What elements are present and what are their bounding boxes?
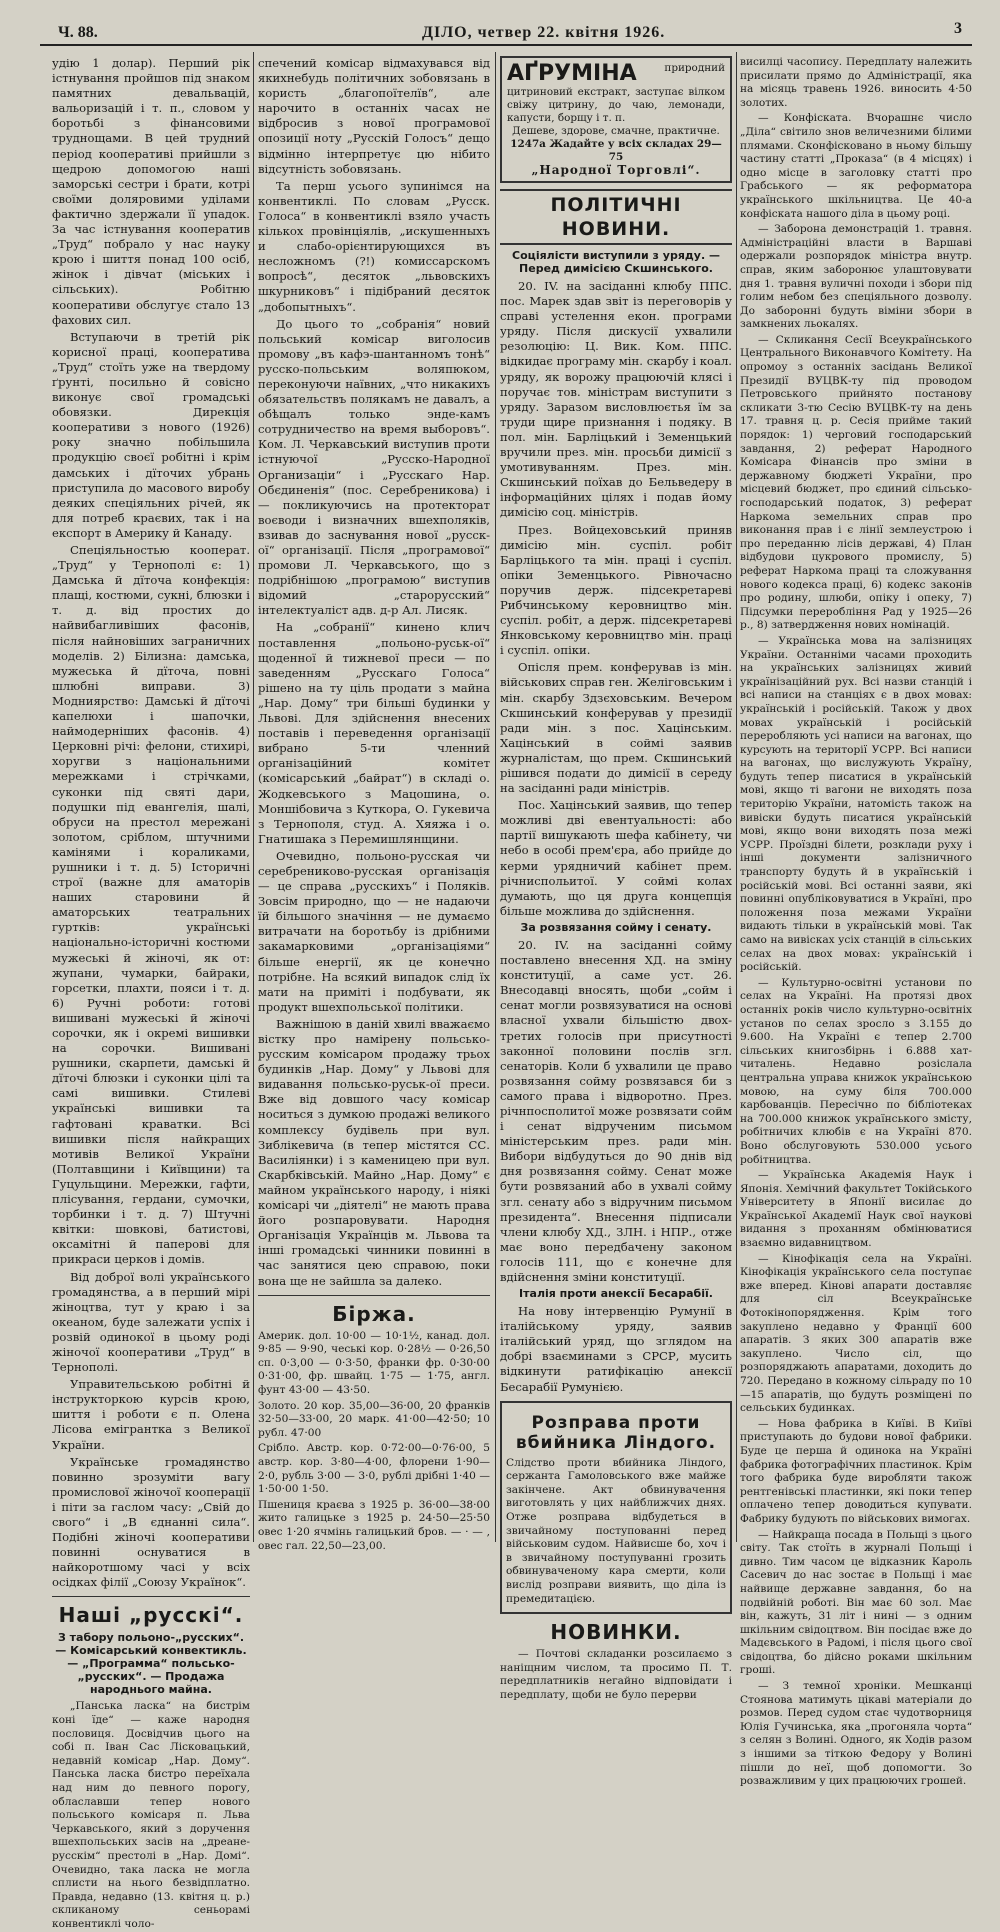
agrumina-ad	[500, 56, 732, 183]
article-paragraph: Спеціяльностью кооперат. „Труд“ у Тернополі є: 1) Дамська й дїточа конфекція: плащі, костюми, сукні, блюзки і т. д. від простих до найвибагливіших фасонів, після найновіших заграничних моделів. 2) Білизна: дамська, мужеська й дїточа, повні шлюбні виправи. 3) Модниярство: Дамські й дїточі капелюхи і шапочки, наймодерніших фасонів. 4) Церковні річі: фелони, стихирі, хоругви з національними мережками і стрічками, суконки під святі дари, подушки під евангелія, шалі, обруси на престол мережані золотом, сріблом, штучними камінями і кораликами, рушники і т. д. 5) Історичні строї (важне для аматорів наших старовини й аматорських театральних гуртків: українські національно-історичні костюми мужеські й жіночі, як от: жупани, чумарки, байраки, горсетки, плахти, пояси і т. д. 6) Ручні роботи: готові вишивані мужеські й жіночі сорочки, як і окремі вишивки на сорочки. Вишивані рушники, скарпети, дамські й дїточі блюзки і суконки цілі та самі вишивки. Стилеві українські вишивки та гафтовані краватки. Всі вишивки після найкращих мотивів Великої України (Полтавщини і Київщини) та Гуцульщини. Мережки, гафти, плісування, гердани, сумочки, торбинки і т. д. 7) Штучні квітки: шовкові, батистові, оксамітні й паперові для прикраси церков і домів.	[52, 543, 250, 1267]
news-item: — З темної хроніки. Мешканці Стоянова матимуть цікаві матеріали до розмов. Перед судом стає чудотворниця Юлія Гучинська, яка „прогоняла чорта“ з селян з Волині. Одного, як Ходів разом з іншими за тіткою Федору у Волині пішли до неї, щоб допомогти. Зо розважливим у цих працюючих грошей.	[740, 1680, 972, 1788]
article-paragraph: Та перш усього зупинімся на конвентиклі. По словам „Русск. Голоса“ в конвентиклі взяло участь кількох провінціялів, „искушенныхъ и слабо-орієнтирующихся въ несложномъ (?!) комиссарскомъ вопросѣ“, десяток „львовскихъ шкурниковъ“ і підібраний десяток „добопытныхъ“.	[258, 178, 490, 314]
divider	[258, 1295, 490, 1296]
birzha-currency: Америк. дол. 10·00 — 10·1½, канад. дол. 9·85 — 9·90, чеські кор. 0·28½ — 0·26,50 сп. 0·3,00 — 0·3·50, франки фр. 0·30·00 0·31·00, фр. швайц. 1·75 — 1·75, англ. фунт 43·00 — 43·50.	[258, 1329, 490, 1396]
article-paragraph: Очевидно, польоно-русская чи серебрениково-русская організація — це справа „русскихъ“ і Поляків. Зовсім природно, що — не надаючи їй більшого значіння — не думаємо витрачати на боротьбу із дрібними закамарковими „організаціями“ більше енергії, як це конечно потрібне. На всякий випадок слід їх мати на приміті і подбувати, як продукт вшехпольської політики.	[258, 848, 490, 1014]
news-item: — Українська мова на залізницях України. Останніми часами проходить на українських залізницях живий українізаційний рух. Всі назви станцій і всі написи на станціях є в двох мовах: українській і російській. Також у двох мовах українській і російській переробляють усі написи на вагонах, що курсують на території УСРР. Всі написи на вагонах, що вислужують Україну, будуть тепер писатися в українській мові, якщо ті вагони не виходять поза територію України, натомість також на вивіски будуть писатися українській мові, якщо вони виходять поза межі УСРР. Проїздні білети, розклади руху і інші документи залізничного транспорту будуть й в українській і російській мові. Всі останні заяви, які повинні опубліковуватися в Україні, про положення поза межами України видають тільки в українській мові. Так само на вивісках усіх станцій в сільських селах на двох мовах: українській і російській.	[740, 634, 972, 974]
article-paragraph: „Панська ласка“ на бистрім коні їде“ — каже народня пословиця. Досвідчив цього на собі п. Іван Сас Лісковацький, недавній комісар „Нар. Дому“. Панська ласка бистро переїхала над ним до певного порогу, облаславши тепер нового польського комісаря п. Льва Черкавського, який з доручення вшехпольських засів на „дреане-русскім“ престолі в „Нар. Домі“. Очевидно, така ласка не могла сплисти на нього безвідплатно. Правда, недавно (13. квітня ц. р.) скликаному сеньорамі конвентиклі чоло-	[52, 1700, 250, 1930]
article-paragraph: На нову інтервенцію Румунії в італійському уряду, заявив італійський уряд, що зглядом на добрі взаєминами з СРСР, мусить відкинути ратифікацію анексії Бесарабії Румунією.	[500, 1304, 732, 1394]
article-paragraph: През. Войцеховський приняв димісію мін. суспіл. робіт Барліцького та мін. праці і суспіл. опіки Земенцького. Рівночасно поручив держ. підсекретареві Рибчинському керовництво мін. суспіл. робіт, а держ. підсекретареві Янковському керовництво мін. праці і суспіл. опіки.	[500, 522, 732, 658]
article-paragraph: 20. IV. на засіданні сойму поставлено внесення ХД. на зміну конституції, а саме уст. 26. Внесодавці вносять, щоби „сойм і сенат могли розвязуватися на основі власної ухвали більшістю двох-третих голосів при присутності законної половини послів згл. сенаторів. Коли б ухвалили це право розвязання сойму розвязався би з самого права і відворотно. През. річнпосполитої може розвязати сойм і сенат відрученим письмом міністерським през. ради мін. Вибори відбудуться до 90 днів від дня розвязання сойму. Сенат може бути розвязаний або в ухвалі сойму згл. сенату або з відручним письмом президента“. Внесення підписали члени клюбу ХД., ЗЛН. і НПР., отже має воно передбачену законом голосів 111, що є конечне для вдійснення зміни конституції.	[500, 937, 732, 1284]
column-rule	[253, 52, 254, 1542]
column-4	[740, 56, 972, 1788]
article-paragraph: На „собранії“ кинено клич поставлення „польоно-руськ-ої“ щоденної й тижневої преси — по заведенням „Русскаго Голоса“ рішено на ту ціль продати з майна „Нар. Дому“ три більші будинки у Львові. Для здійснення внесених поставів і переведення організації вибрано 5-ти членний організаційний комітет (комісарський „байрат“) в складі о. Жодкевського з Мацошина, о. Моншібовича з Куткора, О. Гукевича з Тернополя, студ. А. Хяяжа і о. Гнатишака з Перемишлянщини.	[258, 620, 490, 846]
birzha-title: Біржа.	[332, 1301, 416, 1326]
article-paragraph: Управительською робітні й інструкторкою курсів крою, шиття і роботи є п. Олена Лісова емігрантка з Великої України.	[52, 1377, 250, 1452]
article-paragraph: Пос. Хацінський заявив, що тепер можливі дві евентуальності: або партії вишукають шефа кабінету, чи небо в особі прем'єра, або прийде до керми урядничий кабінет прем. річниспольитої. У соймі колах думають, що ця друга концепція більше можлива до здійснення.	[500, 798, 732, 918]
novynky-title: НОВИНКИ.	[550, 1620, 682, 1645]
column-2	[258, 56, 490, 1552]
section-subtitle: З табору польоно-„русских“. — Комісарський конвектикль. — „Программа“ польсько-„русских“. — Продажа народнього майна.	[55, 1631, 247, 1697]
article-paragraph: Вступаючи в третій рік корисної праці, кооператива „Труд“ стоїть уже на твердому ґрунті, посильно й совісно виконує свої громадські обовязки. Дирекція кооперативи з нового (1926) року значно побільшила продукцію своєї робітні і крім дамських і дїточих убрань приступила до масового виробу деяких спеціяльних річей, як для потреб краєвих, так і на експорт в Америку й Канаду.	[52, 329, 250, 540]
birzha-silver: Срібло. Австр. кор. 0·72·00—0·76·00, 5 австр. кор. 3·80—4·00, флорени 1·90—2·0, рубль 3·00 — 3·0, рублі дрібні 1·40 — 1·50·00 1·50.	[258, 1442, 490, 1496]
news-item: висилці часопису. Передплату належить присилати прямо до Адміністрації, яка на місяць травень 1926. виносить 4·50 золотих.	[740, 56, 972, 109]
lindy-title: Розправа проти вбийника Ліндого.	[515, 1412, 717, 1453]
lindy-box	[500, 1401, 732, 1615]
page-header	[40, 14, 972, 46]
article-paragraph: спечений комісар відмахувався від якихнебудь політичних зобовязань в користь „благопоїтелїв“, але нарочито в останніх часах не відбросив з нової програмової опозиції ноту „Русскій Голосъ“ дещо відмінно інтерпретує цю нібито відсутність зобовязань.	[258, 56, 490, 176]
news-item: — Кінофікація села на Україні. Кінофікація українського села поступає вже вперед. Кінові апарати доставляє для сіл Всеукраїнське Фотокінопорядження. Крім того закуплено недавно у Франції 600 апаратів. З яких 300 апаратів вже закуплено. Число сіл, що розпоряджають апаратами, доходить до 720. Передано в кожному сільраду по 10—15 апаратів, що будуть розміщені по сельських будинках.	[740, 1252, 972, 1415]
article-paragraph: удію 1 долар). Перший рік істнування пройшов під знаком памятних девальвацій, вальоризацій і т. п., словом у боротьбі з фінансовими труднощами. В цей трудний період кооперативі прийшли з щедрою допомогою наші заморські сестри і брати, котрі своїми доляровими уділами фактично здержали її упадок. За час істнування кооператив „Труд“ побрало у нас наукy крою і шиття понад 100 осіб, жінок і дівчат (міських і сільських). Робітню кооперативи обслугує стало 13 фахових сил.	[52, 56, 250, 327]
section-title: Наші „русскі“.	[58, 1603, 244, 1628]
article-paragraph: Від доброї волі українського громадянства, а в перший мірі жіноцтва, тут у краю і за океаном, буде залежати успіх і розвій одинокої в цьому роді жіночої кооперативи „Труд“ в Тернополі.	[52, 1269, 250, 1375]
article-paragraph: Українське громадянство повинно зрозуміти вагу промислової жіночої кооперації і піти за гаслом часу: „Свій до свого“ і „В єднанні сила“. Подібні жіночі кооперативи повинні оснуватися в найкоротшому часі у всіх осідках філії „Союзу Українок“.	[52, 1454, 250, 1590]
news-item: — Українська Академія Наук і Японія. Хемічний факультет Токійського Університету в Японії висилає до Української Академії Наук свої наукові видання з проханням обмінюватися взаємно видавництвом.	[740, 1169, 972, 1250]
novynky-text: — Почтові складанки розсилаємо з наніщним числом, та просимо П. Т. передплатників негайно відповідати і передплату, щоби не було перерви	[500, 1648, 732, 1701]
article-paragraph: 20. IV. на засіданні клюбу ППС. пос. Марек здав звіт із переговорів у справі устелення екон. програми уряду. Після дискусії ухвалили резолюцію: Ц. Вик. Ком. ППС. відкидає програму мін. скарбу і коал. уряду, як ворожу працюючій клясі і поручає тов. міністрам виступити з уряду. Заразом висловлюєтья їм за труди щире признання і подяку. В пол. мін. Барліцький і Земенцький вручили през. мін. просьби димісії з умотивуванням. През. мін. Скшинський поїхав до Бельведеру в інформаційних цілях і подав йому димісію соц. міністрів.	[500, 279, 732, 520]
article-paragraph: Важнішою в даній хвилі вважаємо вістку про намірену польсько-русским комісаром продажу трьох будинків „Нар. Дому“ у Львові для видавання польсько-руськ-ої преси. Вже від довшого часу комісар носиться з думкою продажі великого комплексу будівель при вул. Зиблікевича (в тепер містятся СС. Василіянки) і з каменицею при вул. Скарбківській. Майно „Нар. Дому“ є майном українського народу, і ніякі комісарі чи „діятелі“ не мають права його розпаровувати. Народня Організація Українців м. Львова та інші громадські чинники повинні в час занятися цею справою, поки вона ще не зайшла за далеко.	[258, 1016, 490, 1288]
column-rule	[736, 52, 737, 1542]
column-3	[500, 56, 732, 1701]
article-paragraph: Опісля прем. конферував із мін. військових справ ген. Желіговським і мін. скарбу Здзєховським. Вечером Скшинський конферував у президії ради мін. з пос. Хацінським. Хацінський в соймі заявив журналістам, що прем. Скшинський рішився подати до димісії в середу на засіданні ради міністрів.	[500, 660, 732, 796]
column-rule	[495, 52, 496, 1542]
news-subtitle: Соціялісти виступили з уряду. — Перед димісією Скшинського.	[512, 249, 720, 275]
ad-ask: 1247а Жадайте у всіх складах 29—75	[510, 138, 722, 163]
news-item: — Нова фабрика в Київі. В Київі приступають до будови нової фабрики. Буде це перша й одинока на Україні фабрика фотографічних пластинок. Крім того фабрика буде виробляти також рентгенівські пластинки, які поки тепер оплачено тепер доводиться купувати. Фабрику будують по військових вимогах.	[740, 1417, 972, 1525]
news-subtitle: За розвязання сойму і сенату.	[520, 920, 712, 934]
ad-text: природний цитриновий екстракт, заступає вілком свіжу цитрину, до чаю, лемонади, капусти, борщу і т. п.	[507, 62, 725, 124]
birzha-gold: Золото. 20 кор. 35,00—36·00, 20 франків 32·50—33·00, 20 марк. 41·00—42·50; 10 рубл. 47·00	[258, 1399, 490, 1439]
page-number: 3	[954, 20, 962, 37]
ad-title: АҐРУМІНА	[507, 61, 637, 86]
news-item: — Найкраща посада в Польщі з цього світу. Так стоїть в журналі Польщі і дивно. Тим часом це відказник Кароль Сасевич до нас зостає в Польщі і має найвище державне завдання, бо на подвійній роботі. Він має 60 зол. Має він, кажуть, 31 літ і нині — з одним шкільним свідоцтвом. Він посідає вже до Мадєвського в Радомі, і після цього свої свідоцтва, бо дійсно роками шкільним гроші.	[740, 1528, 972, 1677]
birzha-grain: Пшениця краєва з 1925 р. 36·00—38·00 жито галицьке з 1925 р. 24·50—25·50 овес 1·20 ячмінь галицький бров. — · — , овес гал. 22,50—23,00.	[258, 1498, 490, 1552]
divider	[52, 1596, 250, 1597]
ad-line: Дешеве, здорове, смачне, практичне.	[512, 125, 720, 137]
issue-number: Ч. 88.	[58, 24, 98, 41]
news-item: — Заборона демонстрацій 1. травня. Адміністраційні власти в Варшаві одержали розпорядок міністра внутр. справ, яким заборонює улаштовувати дня 1. травня вуличні походи і збори під голим небом без спеціяльного дозволу. До заборонні будуть віміни збори в замкнених льокалях.	[740, 223, 972, 331]
news-item: — Скликання Сесії Всеукраїнського Центрального Виконавчого Комітету. На опромоу з останніх засідань Великої Президії ВУЦВК-ту під проводом Петровського прийнято постанову скликати 3-тю Сесію ВУЦВК-ту на день 17. травня ц. р. Сесія прийме такий порядок: 1) черговий господарський завдання, 2) реферат Народного Комісара Фінансів про зміни в державному бюджеті України, про місцевий бюджет, про єдиний сільсько-господарський податок, 3) реферат Наркома земельних справ про виконання прав і є лінії землеустрою і про переданню лісів державі, 4) План відбудови цукрового промислу, 5) реферат Наркома праці та сложування нового кодекса праці, 6) кодекс законів про родину, шлюби, опіку і опеку, 7) Підсумки переробління Рад у 1925—26 р., 8) затвердження нових номінацій.	[740, 333, 972, 632]
masthead: ДІЛО, четвер 22. квітня 1926.	[422, 24, 666, 41]
lindy-text: Слідство проти вбийника Ліндого, сержанта Гамоловського вже майже закінчене. Акт обвинувачення виготовлять у цих найближчих днях. Отже розправа відбудеться в звичайному поступованні перед військовим судом. Найвисше бо, хоч і в звичайному поступуванні грозить обвинуваченому кара смерти, коли вислід розправи виявить, що діла із премедитацією.	[506, 1456, 726, 1605]
news-item: — Конфіската. Вчорашнє число „Діла“ світило знов величезними білими плямами. Сконфісковано в ньому більшу частину статті „Проказа“ (в 4 місцях) і одно місце в заголовку статті про Грабського — як реформатора українського шкільництва. Це 40-а конфіската нашого діла в цьому році.	[740, 112, 972, 220]
column-1	[52, 56, 250, 1930]
article-paragraph: До цього то „собранія“ новий польський комісар виголосив промову „въ кафэ-шантанномъ тонѣ“ русско-польським воляпюком, переконуючи наївних, „что никакихъ обязательствъ полякамъ не давалъ, а обѣщалъ только энде-камъ сотрудничество на время выборовъ“. Ком. Л. Черкавський виступив проти істнуючої „Русско-Народної Организаціи“ і „Русскаго Нар. Обєдиненія“ (пос. Серебреникова) і — покликуючись на протекторат воєводи і визначних вшехполяків, взивав до заснування нової „русск-ої“ організації. Після „програмової“ промови Л. Черкавського, що з подрібнішою „програмою“ виступив відомий „старорусский“ інтелектуаліст адв. д-р Ал. Лисяк.	[258, 316, 490, 618]
news-subtitle: Італія проти анексії Бесарабії.	[519, 1287, 713, 1301]
ad-store: „Народної Торговлі“.	[531, 163, 701, 177]
news-title: ПОЛІТИЧНІ НОВИНИ.	[500, 189, 732, 245]
news-item: — Культурно-освітні установи по селах на Україні. На протязі двох останніх років число культурно-освітніх установ по селах зросло з 3.155 до 9.600. На Україні є тепер 2.700 сільських книгозбірнь і 6.888 хат-читалень. Недавно розіслала центральна управа книжок українською мовою, на суму біля 700.000 карбованців. Пересічно по бібліотеках на 700.000 книжок українського змісту, робітничих клюбів є на Україні 870. Воно обслуговують 530.000 усього робітництва.	[740, 976, 972, 1166]
